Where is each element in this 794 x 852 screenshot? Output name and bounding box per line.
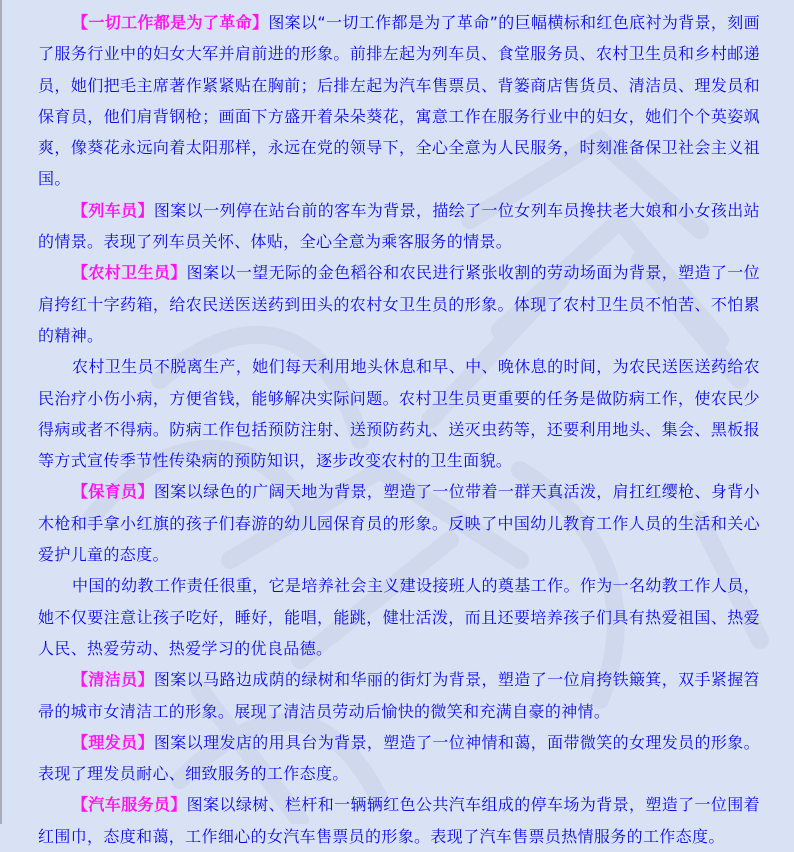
paragraph-text: 图案以一望无际的金色稻谷和农民进行紧张收割的劳动场面为背景，塑造了一位肩挎红十字药箱，给农民送医送药到田头的农村女卫生员的形象。体现了农村卫生员不怕苦、不怕累的精神。	[38, 263, 760, 345]
paragraph-cleaner	[38, 664, 760, 727]
paragraph-text: 图案以马路边成荫的绿树和华丽的街灯为背景，塑造了一位肩挎铁簸箕，双手紧握笤帚的城市女清洁工的形象。展现了清洁员劳动后愉快的微笑和充满自豪的神情。	[38, 670, 760, 721]
paragraph-heading: 【汽车服务员】	[72, 795, 187, 815]
paragraph-text: 图案以理发店的用具台为背景，塑造了一位神情和蔼，面带微笑的女理发员的形象。表现了理发员耐心、细致服务的工作态度。	[38, 732, 760, 784]
paragraph-text: 图案以“一切工作都是为了革命”的巨幅横标和红色底衬为背景，刻画了服务行业中的妇女大军并肩前进的形象。前排左起为列车员、食堂服务员、农村卫生员和乡村邮递员，她们把毛主席著作紧紧贴在胸前；后排左起为汽车售票员、背篓商店售货员、清洁员、理发员和保育员，他们肩背钢枪；画面下方盛开着朵朵葵花，寓意工作在服务行业中的妇女，她们个个英姿飒爽，像葵花永远向着太阳那样，永远在党的领导下，全心全意为人民服务，时刻准备保卫社会主义祖国。	[38, 13, 760, 189]
paragraph-heading: 【一切工作都是为了革命】	[72, 13, 269, 32]
paragraph-heading: 【列车员】	[72, 200, 154, 220]
paragraph-rural-health-worker-detail	[38, 351, 760, 476]
paragraph-heading: 【保育员】	[72, 482, 154, 502]
paragraph-text: 中国的幼教工作责任很重，它是培养社会主义建设接班人的奠基工作。作为一名幼教工作人员，她不仅要注意让孩子吃好，睡好，能唱，能跳，健壮活泼，而且还要培养孩子们具有热爱祖国、热爱人民、热爱劳动、热爱学习的优良品德。	[38, 576, 760, 658]
paragraph-heading: 【理发员】	[72, 732, 154, 752]
paragraph-bus-conductor	[38, 789, 760, 852]
paragraph-text: 图案以绿色的广阔天地为背景，塑造了一位带着一群天真活泼，肩扛红缨枪、身背小木枪和手拿小红旗的孩子们春游的幼儿园保育员的形象。反映了中国幼儿教育工作人员的生活和关心爱护儿童的态度。	[38, 482, 760, 565]
paragraph-nursery-teacher-detail	[38, 570, 760, 664]
paragraph-heading: 【农村卫生员】	[72, 263, 187, 283]
paragraph-text: 图案以绿树、栏杆和一辆辆红色公共汽车组成的停车场为背景，塑造了一位围着红围巾，态度和蔼，工作细心的女汽车售票员的形象。表现了汽车售票员热情服务的工作态度。	[38, 795, 760, 846]
paragraph-nursery-teacher	[38, 476, 760, 570]
paragraph-text: 农村卫生员不脱离生产，她们每天利用地头休息和早、中、晚休息的时间，为农民送医送药给农民治疗小伤小病，方便省钱，能够解决实际问题。农村卫生员更重要的任务是做防病工作，使农民少得病或者不得病。防病工作包括预防注射、送预防药丸、送灭虫药等，还要利用地头、集会、黑板报等方式宣传季节性传染病的预防知识，逐步改变农村的卫生面貌。	[38, 357, 760, 471]
paragraph-heading: 【清洁员】	[72, 670, 154, 690]
paragraph-text: 图案以一列停在站台前的客车为背景，描绘了一位女列车员搀扶老大娘和小女孩出站的情景。表现了列车员关怀、体贴，全心全意为乘客服务的情景。	[38, 200, 760, 252]
paragraph-train-attendant	[38, 195, 760, 258]
paragraph-rural-health-worker	[38, 257, 760, 351]
paragraph-revolution	[38, 7, 760, 195]
paragraph-barber	[38, 727, 760, 790]
left-border	[0, 0, 2, 824]
document-body	[38, 7, 760, 852]
